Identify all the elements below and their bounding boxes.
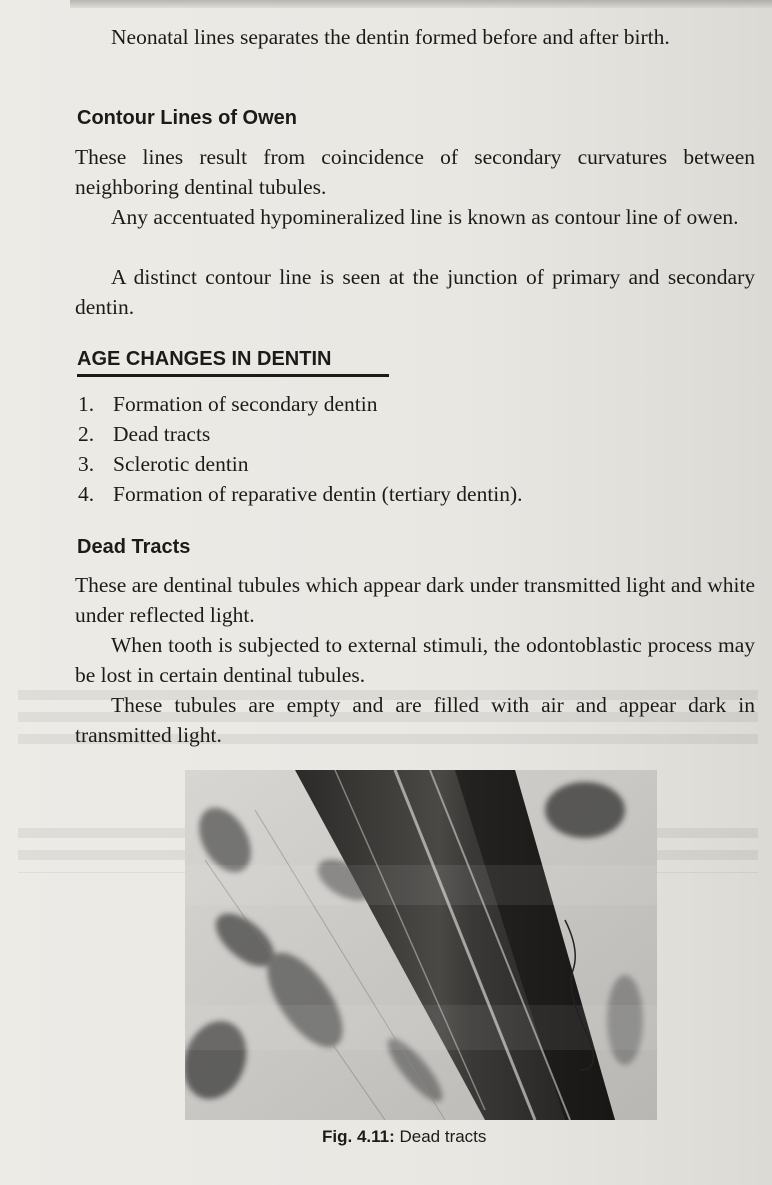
light-band bbox=[185, 1005, 657, 1050]
heading-age-changes: AGE CHANGES IN DENTIN bbox=[77, 348, 389, 377]
paragraph-dead-3: These tubules are empty and are filled with air and appear dark in transmitted light. bbox=[75, 693, 755, 747]
list-item bbox=[78, 389, 523, 419]
caption-text: Dead tracts bbox=[399, 1127, 487, 1146]
list-number: 1. bbox=[78, 392, 95, 416]
paragraph-contour-1: These lines result from coincidence of secondary curvatures between neighboring dentinal tubules. bbox=[75, 145, 755, 199]
list-number: 4. bbox=[78, 482, 95, 506]
heading-dead-tracts: Dead Tracts bbox=[77, 536, 191, 558]
list-item bbox=[78, 449, 523, 479]
figure-caption bbox=[322, 1127, 486, 1147]
paragraph-contour-3: A distinct contour line is seen at the junction of primary and secondary dentin. bbox=[75, 265, 755, 319]
list-item bbox=[78, 419, 523, 449]
list-item bbox=[78, 479, 523, 509]
paragraph-dead-2: When tooth is subjected to external stimuli, the odontoblastic process may be lost in certain dentinal tubules. bbox=[75, 633, 755, 687]
list-text: Formation of secondary dentin bbox=[113, 392, 378, 416]
list-text: Sclerotic dentin bbox=[113, 452, 249, 476]
age-changes-list bbox=[78, 389, 523, 509]
caption-label: Fig. 4.11: bbox=[322, 1127, 395, 1146]
paragraph-dead-1: These are dentinal tubules which appear dark under transmitted light and white under reflected light. bbox=[75, 573, 756, 627]
list-text: Dead tracts bbox=[113, 422, 211, 446]
list-number: 3. bbox=[78, 452, 95, 476]
heading-contour-lines: Contour Lines of Owen bbox=[77, 107, 297, 129]
light-band bbox=[185, 865, 657, 905]
list-text: Formation of reparative dentin (tertiary dentin). bbox=[113, 482, 523, 506]
paragraph-contour-2: Any accentuated hypomineralized line is known as contour line of owen. bbox=[111, 205, 739, 229]
page-top-edge bbox=[70, 0, 772, 8]
list-number: 2. bbox=[78, 422, 95, 446]
dead-tracts-micrograph bbox=[185, 770, 657, 1120]
paragraph-neonatal: Neonatal lines separates the dentin formed before and after birth. bbox=[111, 25, 670, 49]
